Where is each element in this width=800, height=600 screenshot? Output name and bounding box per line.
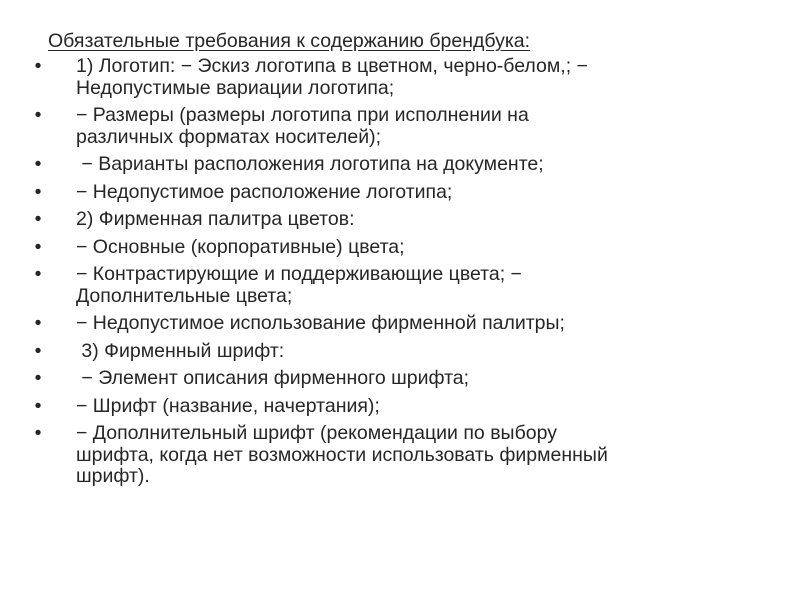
list-item xyxy=(28,182,768,204)
bullet-icon: • xyxy=(34,394,42,417)
list-item-text: − Контрастирующие и поддерживающие цвета; − Дополнительные цвета; xyxy=(76,263,522,307)
bullet-icon: • xyxy=(34,235,42,258)
list-item-text: 3) Фирменный шрифт: xyxy=(76,339,285,362)
list-item xyxy=(28,368,768,390)
list-item xyxy=(28,209,768,231)
list-item xyxy=(28,313,768,335)
list-item-text: 2) Фирменная палитра цветов: xyxy=(76,208,355,230)
list-item xyxy=(28,56,768,99)
bullet-icon: • xyxy=(34,55,42,77)
list-item-text: − Размеры (размеры логотипа при исполнении на различных форматах носителей); xyxy=(76,104,529,148)
bullet-icon: • xyxy=(34,104,42,126)
list-item-text: − Недопустимое расположение логотипа; xyxy=(76,180,453,203)
slide-title: Обязательные требования к содержанию брендбука: xyxy=(48,30,531,52)
list-item-text: 1) Логотип: − Эскиз логотипа в цветном, черно-белом,; − Недопустимые вариации логотипа; xyxy=(76,55,588,99)
list-item-text: − Шрифт (название, начертания); xyxy=(76,394,380,417)
list-item xyxy=(28,341,768,363)
list-item xyxy=(28,264,768,307)
list-item-text: − Дополнительный шрифт (рекомендации по выбору шрифта, когда нет возможности использовать фирменный шрифт). xyxy=(76,422,608,487)
bullet-icon: • xyxy=(34,312,42,334)
list-item-text: − Элемент описания фирменного шрифта; xyxy=(76,367,470,389)
bullet-icon: • xyxy=(34,180,42,203)
requirements-list xyxy=(28,56,768,494)
list-item xyxy=(28,105,768,148)
list-item-text: − Варианты расположения логотипа на документе; xyxy=(76,153,544,175)
list-item xyxy=(28,423,768,488)
bullet-icon: • xyxy=(34,208,42,230)
list-item xyxy=(28,237,768,259)
bullet-icon: • xyxy=(34,153,42,175)
list-item-text: − Недопустимое использование фирменной палитры; xyxy=(76,312,565,334)
bullet-icon: • xyxy=(34,367,42,389)
list-item xyxy=(28,396,768,418)
list-item-text: − Основные (корпоративные) цвета; xyxy=(76,235,405,258)
bullet-icon: • xyxy=(34,339,42,362)
bullet-icon: • xyxy=(34,422,42,444)
bullet-icon: • xyxy=(34,263,42,285)
list-item xyxy=(28,154,768,176)
